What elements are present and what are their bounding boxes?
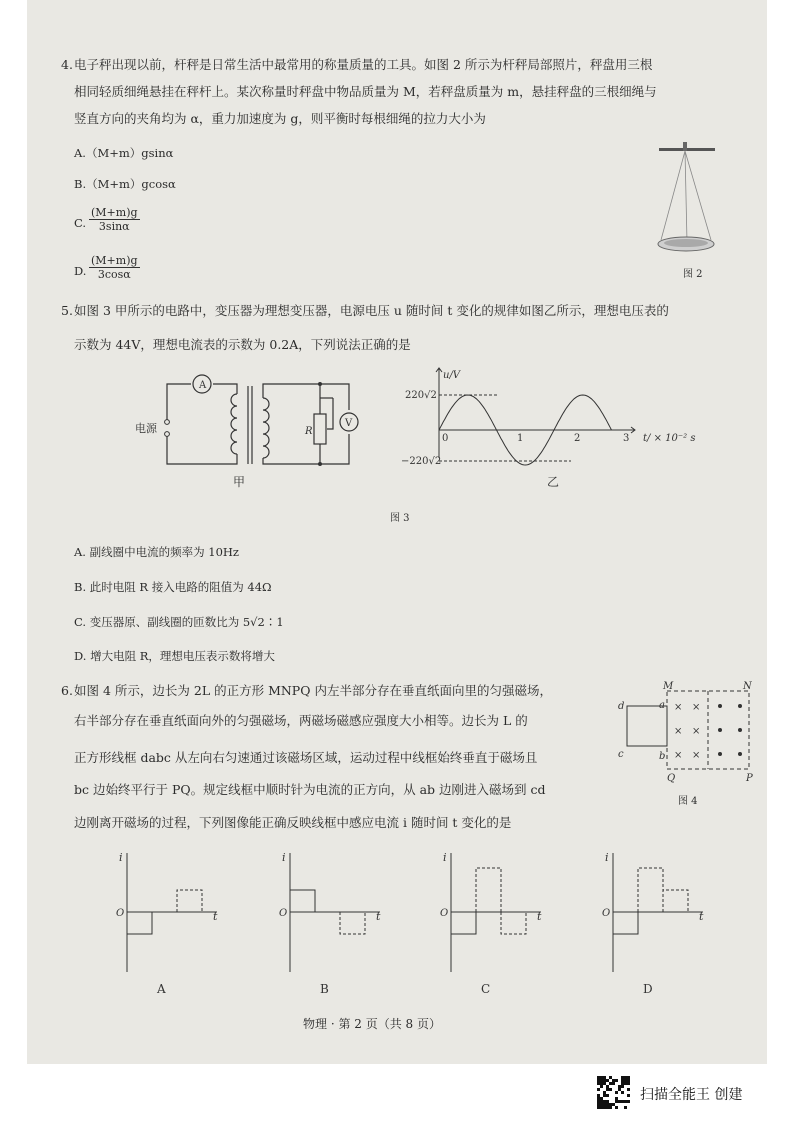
i-axis-label: i xyxy=(605,851,609,864)
q4-option-d-fraction xyxy=(89,254,140,281)
answer-graph-label: C xyxy=(481,982,491,996)
i-axis-label: i xyxy=(282,851,286,864)
corner-m: M xyxy=(663,681,674,692)
q4-option-d-denominator: 3cosα xyxy=(97,268,131,281)
frame-a: a xyxy=(659,700,665,711)
q4-option-d-numerator: (M+m)g xyxy=(91,254,138,267)
qr-code-icon xyxy=(597,1076,631,1110)
current-segment xyxy=(451,912,476,934)
q5-option-a: A. 副线圈中电流的频率为 10Hz xyxy=(74,545,239,559)
answer-graph-label: D xyxy=(643,982,653,996)
field-out-of-page-mark xyxy=(718,752,722,756)
t-axis-label: t xyxy=(537,910,542,923)
graph-tick-3: 3 xyxy=(623,433,630,444)
origin-label: O xyxy=(440,908,449,919)
field-out-of-page-mark xyxy=(738,704,742,708)
q5-line2: 示数为 44V，理想电流表的示数为 0.2A，下列说法正确的是 xyxy=(74,337,411,352)
answer-graph-a xyxy=(115,845,225,995)
graph-ymin-label: −220√2 xyxy=(401,456,442,467)
current-segment xyxy=(127,912,152,934)
frame-c: c xyxy=(618,749,624,760)
graph-xlabel: t/ × 10⁻² s xyxy=(643,433,696,444)
origin-label: O xyxy=(279,908,288,919)
transformer-circuit xyxy=(127,368,357,493)
graph-ylabel: u/V xyxy=(443,370,461,381)
voltmeter-symbol: V xyxy=(345,418,353,429)
i-axis-label: i xyxy=(119,851,123,864)
t-axis-label: t xyxy=(376,910,381,923)
q6-number: 6. xyxy=(61,683,73,698)
answer-graph-c xyxy=(439,845,549,995)
steelyard-photo xyxy=(653,140,723,265)
field-out-of-page-mark xyxy=(738,752,742,756)
field-into-page-mark: × xyxy=(674,702,683,713)
current-segment xyxy=(613,912,638,934)
current-segment xyxy=(638,868,663,912)
field-into-page-mark: × xyxy=(674,750,683,761)
exam-page xyxy=(27,0,767,1064)
current-segment xyxy=(663,890,688,912)
q4-line1: 电子秤出现以前，杆秤是日常生活中最常用的称量质量的工具。如图 2 所示为杆秤局部照片，秤盘用三根 xyxy=(74,57,653,72)
scanner-brand-label: 扫描全能王 创建 xyxy=(640,1087,743,1103)
field-out-of-page-mark xyxy=(718,704,722,708)
q4-option-c-denominator: 3sinα xyxy=(98,220,130,233)
q6-line3: 正方形线框 dabc 从左向右匀速通过该磁场区域，运动过程中线框始终垂直于磁场且 xyxy=(74,750,538,765)
field-into-page-mark: × xyxy=(692,702,701,713)
q4-option-d-label: D. xyxy=(74,264,87,278)
field-into-page-mark: × xyxy=(692,726,701,737)
figure-3-caption: 图 3 xyxy=(390,513,410,524)
q4-option-b: B.（M+m）gcosα xyxy=(74,177,176,191)
corner-p: P xyxy=(746,773,753,784)
ammeter-symbol: A xyxy=(199,380,207,391)
q6-line4: bc 边始终平行于 PQ。规定线框中顺时针为电流的正方向，从 ab 边刚进入磁场到 cd xyxy=(74,782,546,797)
answer-graph-label: B xyxy=(320,982,329,996)
frame-d: d xyxy=(618,701,625,712)
field-out-of-page-mark xyxy=(718,728,722,732)
origin-label: O xyxy=(602,908,611,919)
q6-line5: 边刚离开磁场的过程，下列图像能正确反映线框中感应电流 i 随时间 t 变化的是 xyxy=(74,815,512,830)
graph-tick-2: 2 xyxy=(574,433,581,444)
magnetic-field-figure xyxy=(610,680,760,790)
current-segment xyxy=(501,912,526,934)
current-segment xyxy=(476,868,501,912)
current-segment xyxy=(177,890,202,912)
answer-graph-label: A xyxy=(157,982,166,996)
q4-option-c-label: C. xyxy=(74,216,87,230)
q4-line3: 竖直方向的夹角均为 α，重力加速度为 g，则平衡时每根细绳的拉力大小为 xyxy=(74,111,486,126)
q6-line1: 如图 4 所示，边长为 2L 的正方形 MNPQ 内左半部分存在垂直纸面向里的匀强磁场， xyxy=(74,683,552,698)
q5-option-d: D. 增大电阻 R，理想电压表示数将增大 xyxy=(74,649,275,663)
q5-option-b: B. 此时电阻 R 接入电路的阻值为 44Ω xyxy=(74,580,272,594)
current-segment xyxy=(340,912,365,934)
figure-4-caption: 图 4 xyxy=(678,796,698,807)
t-axis-label: t xyxy=(213,910,218,923)
page-footer: 物理 · 第 2 页（共 8 页） xyxy=(303,1017,441,1031)
current-segment xyxy=(290,890,315,912)
q5-number: 5. xyxy=(61,303,73,318)
graph-tick-0: 0 xyxy=(442,433,449,444)
field-out-of-page-mark xyxy=(738,728,742,732)
field-into-page-mark: × xyxy=(674,726,683,737)
frame-b: b xyxy=(659,751,666,762)
figure-2-caption: 图 2 xyxy=(683,269,703,280)
graph-tick-1: 1 xyxy=(517,433,524,444)
circuit-source-label: 电源 xyxy=(135,422,157,435)
q4-line2: 相同轻质细绳悬挂在秤杆上。某次称量时秤盘中物品质量为 M，若秤盘质量为 m，悬挂秤盘的三根细绳与 xyxy=(74,84,657,99)
circuit-caption: 甲 xyxy=(233,475,246,489)
answer-graph-b xyxy=(278,845,388,995)
answer-graph-d xyxy=(601,845,711,995)
corner-n: N xyxy=(743,681,752,692)
i-axis-label: i xyxy=(443,851,447,864)
resistor-label: R xyxy=(305,426,313,437)
q4-option-c-numerator: (M+m)g xyxy=(91,206,138,219)
voltage-time-graph xyxy=(373,362,696,502)
graph-caption: 乙 xyxy=(547,475,560,489)
origin-label: O xyxy=(116,908,125,919)
q5-option-c: C. 变压器原、副线圈的匝数比为 5√2∶1 xyxy=(74,615,284,629)
q5-line1: 如图 3 甲所示的电路中，变压器为理想变压器，电源电压 u 随时间 t 变化的规律如图乙所示，理想电压表的 xyxy=(74,303,669,318)
graph-ymax-label: 220√2 xyxy=(405,390,437,401)
q4-number: 4. xyxy=(61,57,73,72)
q4-option-a: A.（M+m）gsinα xyxy=(74,146,174,160)
q4-option-c-fraction xyxy=(89,206,140,233)
field-into-page-mark: × xyxy=(692,750,701,761)
corner-q: Q xyxy=(667,773,676,784)
q6-line2: 右半部分存在垂直纸面向外的匀强磁场，两磁场磁感应强度大小相等。边长为 L 的 xyxy=(74,713,528,728)
t-axis-label: t xyxy=(699,910,704,923)
